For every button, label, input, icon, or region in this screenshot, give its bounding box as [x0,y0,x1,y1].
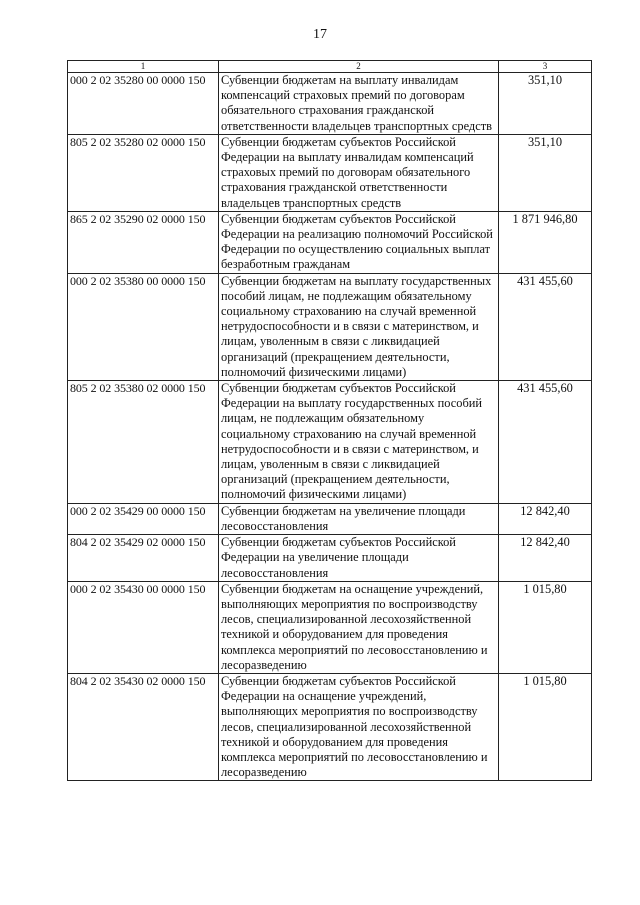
subvention-name-cell: Субвенции бюджетам субъектов Российской Федерации на реализацию полномочий Российской Федерации по осуществлению социальных выплат безработным гражданам [219,211,499,273]
amount-cell: 1 015,80 [499,581,592,673]
amount-cell: 12 842,40 [499,535,592,582]
budget-code-cell: 805 2 02 35380 02 0000 150 [68,381,219,504]
budget-code-cell: 804 2 02 35429 02 0000 150 [68,535,219,582]
amount-cell: 351,10 [499,134,592,211]
column-header-code: 1 [68,61,219,73]
table-row [68,73,592,135]
table-row [68,535,592,582]
table-row [68,211,592,273]
budget-code-cell: 000 2 02 35429 00 0000 150 [68,503,219,534]
amount-cell: 12 842,40 [499,503,592,534]
subvention-name-cell: Субвенции бюджетам на выплату инвалидам компенсаций страховых премий по договорам обязательного страхования гражданской ответственности владельцев транспортных средств [219,73,499,135]
table-row [68,673,592,780]
budget-code-cell: 000 2 02 35430 00 0000 150 [68,581,219,673]
column-header-name: 2 [219,61,499,73]
table-row [68,273,592,380]
table-row [68,134,592,211]
table-row [68,581,592,673]
column-header-amount: 3 [499,61,592,73]
budget-code-cell: 000 2 02 35280 00 0000 150 [68,73,219,135]
amount-cell: 351,10 [499,73,592,135]
amount-cell: 1 871 946,80 [499,211,592,273]
amount-cell: 1 015,80 [499,673,592,780]
table-row [68,503,592,534]
subvention-name-cell: Субвенции бюджетам на оснащение учреждений, выполняющих мероприятия по воспроизводству лесов, специализированной лесохозяйственной техникой и оборудованием для проведения комплекса мероприятий по лесовосстановлению и лесоразведению [219,581,499,673]
subvention-name-cell: Субвенции бюджетам субъектов Российской Федерации на выплату государственных пособий лицам, не подлежащим обязательному социальному страхованию на случай временной нетрудоспособности и в связи с материнством, и лицам, уволенным в связи с ликвидацией организаций (прекращением деятельности, полномочий физическими лицами) [219,381,499,504]
amount-cell: 431 455,60 [499,273,592,380]
subvention-name-cell: Субвенции бюджетам субъектов Российской Федерации на оснащение учреждений, выполняющих мероприятия по воспроизводству лесов, специализированной лесохозяйственной техникой и оборудованием для проведения комплекса мероприятий по лесовосстановлению и лесоразведению [219,673,499,780]
table-header-row [68,61,592,73]
budget-code-cell: 865 2 02 35290 02 0000 150 [68,211,219,273]
budget-code-cell: 804 2 02 35430 02 0000 150 [68,673,219,780]
subvention-name-cell: Субвенции бюджетам на выплату государственных пособий лицам, не подлежащим обязательному социальному страхованию на случай временной нетрудоспособности и в связи с материнством, и лицам, уволенным в связи с ликвидацией организаций (прекращением деятельности, полномочий физическими лицами) [219,273,499,380]
amount-cell: 431 455,60 [499,381,592,504]
page-number: 17 [313,27,327,42]
budget-code-cell: 805 2 02 35280 02 0000 150 [68,134,219,211]
subvention-name-cell: Субвенции бюджетам субъектов Российской Федерации на выплату инвалидам компенсаций страховых премий по договорам обязательного страхования гражданской ответственности владельцев транспортных средств [219,134,499,211]
table-row [68,381,592,504]
budget-revenue-table [67,60,592,781]
budget-code-cell: 000 2 02 35380 00 0000 150 [68,273,219,380]
subvention-name-cell: Субвенции бюджетам на увеличение площади лесовосстановления [219,503,499,534]
subvention-name-cell: Субвенции бюджетам субъектов Российской Федерации на увеличение площади лесовосстановления [219,535,499,582]
